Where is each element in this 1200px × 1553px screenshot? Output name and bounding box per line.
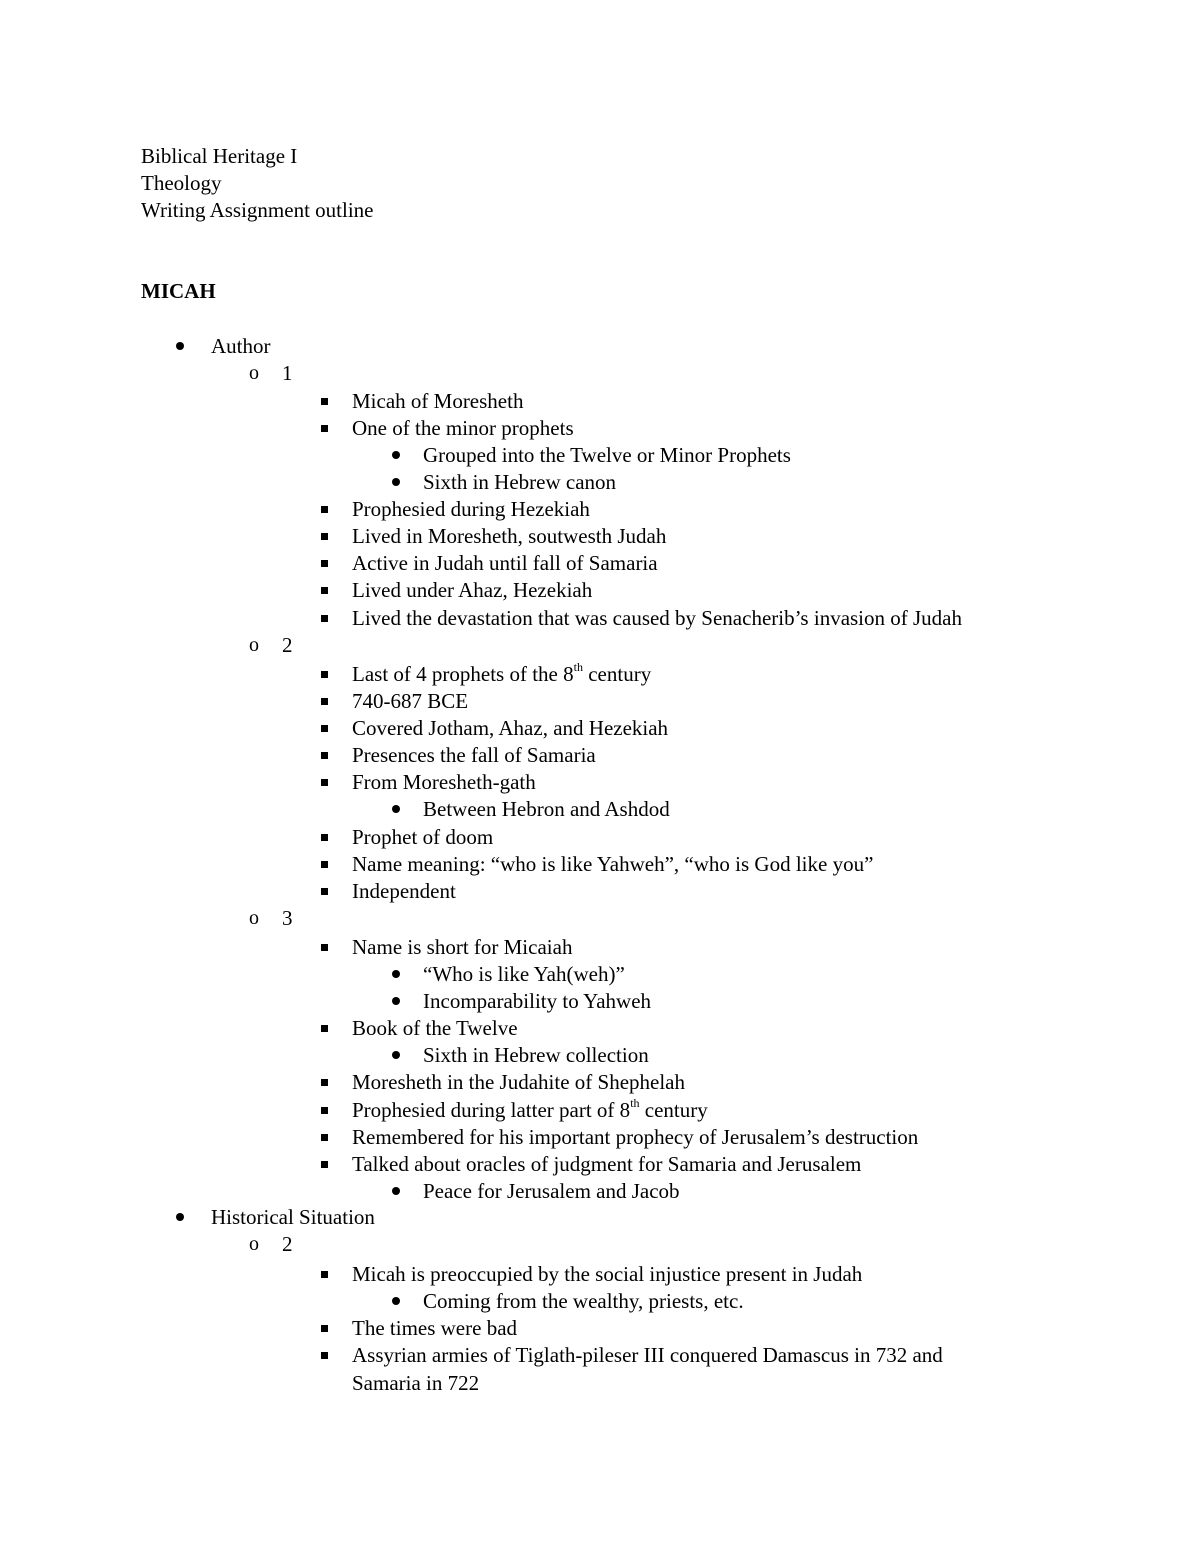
bullet-square-icon (316, 551, 332, 575)
bullet-square-icon (316, 1125, 332, 1149)
bullet-square-icon (316, 935, 332, 959)
bullet-square-icon-mark (321, 533, 328, 540)
bullet-dot-icon-mark (176, 342, 184, 350)
outline-item-level-3 (352, 1343, 943, 1367)
outline-item-level-4 (423, 470, 616, 494)
outline-item-text: Moresheth in the Judahite of Shephelah (352, 1070, 686, 1094)
header-subject: Theology (141, 171, 222, 195)
outline-item-level-3 (352, 1152, 861, 1176)
bullet-dot-icon-mark (176, 1213, 184, 1221)
bullet-square-icon (316, 1316, 332, 1340)
bullet-square-icon-mark (321, 1271, 328, 1278)
outline-item-level-3 (352, 524, 666, 548)
outline-item-level-3 (352, 389, 523, 413)
outline-item-text: Independent (352, 879, 456, 903)
bullet-circle-icon-mark: o (249, 907, 259, 929)
bullet-square-icon (316, 662, 332, 686)
outline-item-level-3 (352, 1371, 479, 1395)
bullet-square-icon-mark (321, 398, 328, 405)
outline-item-level-3 (352, 825, 493, 849)
outline-item-text: Talked about oracles of judgment for Samaria and Jerusalem (352, 1152, 862, 1176)
bullet-square-icon-mark (321, 1161, 328, 1168)
outline-item-text: Micah of Moresheth (352, 389, 524, 413)
outline-item-level-3 (352, 1316, 517, 1340)
outline-item-text: The times were bad (352, 1316, 518, 1340)
bullet-dot-icon-mark (392, 997, 400, 1005)
bullet-square-icon (316, 1070, 332, 1094)
outline-item-text: Active in Judah until fall of Samaria (352, 551, 658, 575)
bullet-square-icon (316, 1016, 332, 1040)
bullet-square-icon (316, 852, 332, 876)
outline-item-text: 2 (282, 633, 293, 657)
bullet-dot-icon (388, 1179, 404, 1203)
outline-item-text: Assyrian armies of Tiglath-pileser III conquered Damascus in 732 and (352, 1343, 943, 1367)
bullet-square-icon-mark (321, 779, 328, 786)
bullet-dot-icon (172, 334, 188, 358)
bullet-dot-icon-mark (392, 1187, 400, 1195)
bullet-square-icon-mark (321, 1134, 328, 1141)
outline-item-text: 1 (282, 361, 293, 385)
outline-item-level-1 (211, 334, 271, 358)
bullet-square-icon-mark (321, 861, 328, 868)
outline-item-level-3 (352, 935, 572, 959)
superscript: th (630, 1096, 640, 1110)
bullet-dot-icon-mark (392, 478, 400, 486)
bullet-dot-icon (388, 1043, 404, 1067)
outline-item-level-4 (423, 797, 670, 821)
outline-item-text: 3 (282, 906, 293, 930)
bullet-square-icon-mark (321, 834, 328, 841)
outline-item-text: Book of the Twelve (352, 1016, 518, 1040)
bullet-square-icon (316, 689, 332, 713)
outline-item-level-3 (352, 852, 873, 876)
outline-item-text: Remembered for his important prophecy of Jerusalem’s destruction (352, 1125, 919, 1149)
bullet-square-icon (316, 497, 332, 521)
outline-item-level-3 (352, 416, 574, 440)
outline-item-text: Sixth in Hebrew collection (423, 1043, 649, 1067)
bullet-square-icon-mark (321, 1107, 328, 1114)
bullet-dot-icon (388, 989, 404, 1013)
outline-item-text: Coming from the wealthy, priests, etc. (423, 1289, 744, 1313)
outline-item-text-after: century (582, 662, 652, 686)
outline-item-level-3 (352, 1125, 918, 1149)
bullet-circle-icon (246, 361, 262, 385)
bullet-dot-icon (388, 470, 404, 494)
outline-item-text: Incomparability to Yahweh (423, 989, 652, 1013)
outline-item-text: Grouped into the Twelve or Minor Prophets (423, 443, 791, 467)
bullet-square-icon (316, 1343, 332, 1367)
outline-item-level-3 (352, 606, 962, 630)
outline-item-level-3 (352, 1016, 518, 1040)
bullet-square-icon (316, 606, 332, 630)
outline-item-level-3 (352, 770, 536, 794)
bullet-square-icon-mark (321, 1079, 328, 1086)
bullet-dot-icon-mark (392, 970, 400, 978)
bullet-square-icon (316, 416, 332, 440)
bullet-square-icon-mark (321, 944, 328, 951)
outline-item-level-2 (282, 1232, 293, 1256)
bullet-square-icon-mark (321, 506, 328, 513)
outline-item-level-1 (211, 1205, 375, 1229)
outline-item-level-4 (423, 1179, 680, 1203)
bullet-square-icon-mark (321, 698, 328, 705)
outline-item-text: Author (211, 334, 271, 358)
bullet-square-icon (316, 1262, 332, 1286)
outline-item-text: Between Hebron and Ashdod (423, 797, 670, 821)
bullet-square-icon (316, 825, 332, 849)
outline-item-level-2 (282, 633, 293, 657)
outline-item-level-4 (423, 962, 625, 986)
outline-item-level-3 (352, 578, 592, 602)
bullet-square-icon (316, 743, 332, 767)
bullet-square-icon (316, 879, 332, 903)
outline-item-text: Name is short for Micaiah (352, 935, 573, 959)
outline-item-level-3 (352, 1098, 708, 1122)
outline-item-text: 740-687 BCE (352, 689, 469, 713)
bullet-dot-icon (388, 1289, 404, 1313)
outline-item-text: Covered Jotham, Ahaz, and Hezekiah (352, 716, 669, 740)
outline-item-text: Prophesied during latter part of 8 (352, 1098, 631, 1122)
bullet-circle-icon (246, 1232, 262, 1256)
outline-item-text: Prophet of doom (352, 825, 494, 849)
bullet-square-icon-mark (321, 560, 328, 567)
bullet-square-icon (316, 578, 332, 602)
outline-item-level-3 (352, 551, 658, 575)
outline-item-level-2 (282, 361, 293, 385)
bullet-dot-icon (388, 797, 404, 821)
outline-item-text: One of the minor prophets (352, 416, 574, 440)
bullet-dot-icon-mark (392, 1297, 400, 1305)
bullet-square-icon-mark (321, 1325, 328, 1332)
bullet-circle-icon-mark: o (249, 634, 259, 656)
bullet-dot-icon (388, 443, 404, 467)
bullet-square-icon (316, 770, 332, 794)
outline-item-text: Lived the devastation that was caused by Senacherib’s invasion of Judah (352, 606, 963, 630)
bullet-square-icon-mark (321, 752, 328, 759)
bullet-circle-icon (246, 633, 262, 657)
bullet-square-icon-mark (321, 725, 328, 732)
outline-item-text: From Moresheth-gath (352, 770, 536, 794)
outline-item-text: Lived in Moresheth, soutwesth Judah (352, 524, 667, 548)
bullet-square-icon-mark (321, 615, 328, 622)
header-assignment: Writing Assignment outline (141, 198, 374, 222)
outline-item-text: Lived under Ahaz, Hezekiah (352, 578, 593, 602)
outline-item-level-2 (282, 906, 293, 930)
bullet-square-icon (316, 1152, 332, 1176)
outline-item-text: 2 (282, 1232, 293, 1256)
outline-item-level-3 (352, 1262, 862, 1286)
bullet-square-icon-mark (321, 587, 328, 594)
outline-item-level-4 (423, 443, 791, 467)
outline-item-level-4 (423, 1043, 649, 1067)
outline-item-text: Micah is preoccupied by the social injustice present in Judah (352, 1262, 863, 1286)
outline-item-text-after: century (639, 1098, 708, 1122)
bullet-dot-icon-mark (392, 805, 400, 813)
outline-item-level-3 (352, 1070, 685, 1094)
outline-item-text: Samaria in 722 (352, 1371, 480, 1395)
outline-item-text: Last of 4 prophets of the 8 (352, 662, 574, 686)
outline-item-text: Sixth in Hebrew canon (423, 470, 617, 494)
bullet-square-icon (316, 1098, 332, 1122)
bullet-circle-icon-mark: o (249, 1233, 259, 1255)
bullet-square-icon-mark (321, 671, 328, 678)
bullet-square-icon-mark (321, 1025, 328, 1032)
bullet-square-icon (316, 524, 332, 548)
outline-item-level-4 (423, 989, 651, 1013)
document-title: MICAH (141, 279, 216, 303)
outline-item-text: Presences the fall of Samaria (352, 743, 596, 767)
bullet-circle-icon-mark: o (249, 362, 259, 384)
outline-item-level-3 (352, 716, 668, 740)
bullet-circle-icon (246, 906, 262, 930)
outline-item-text: Peace for Jerusalem and Jacob (423, 1179, 680, 1203)
bullet-dot-icon (388, 962, 404, 986)
header-course: Biblical Heritage I (141, 144, 298, 168)
bullet-square-icon (316, 389, 332, 413)
bullet-square-icon-mark (321, 888, 328, 895)
outline-item-level-4 (423, 1289, 744, 1313)
bullet-square-icon-mark (321, 425, 328, 432)
outline-item-text: Prophesied during Hezekiah (352, 497, 590, 521)
outline-item-level-3 (352, 743, 596, 767)
bullet-dot-icon (172, 1205, 188, 1229)
outline-item-level-3 (352, 879, 456, 903)
bullet-dot-icon-mark (392, 1051, 400, 1059)
bullet-dot-icon-mark (392, 451, 400, 459)
bullet-square-icon (316, 716, 332, 740)
outline-item-level-3 (352, 662, 651, 686)
outline-item-text: “Who is like Yah(weh)” (423, 962, 625, 986)
outline-item-level-3 (352, 497, 590, 521)
outline-item-level-3 (352, 689, 468, 713)
bullet-square-icon-mark (321, 1352, 328, 1359)
superscript: th (573, 660, 583, 674)
outline-item-text: Name meaning: “who is like Yahweh”, “who is God like you” (352, 852, 874, 876)
outline-item-text: Historical Situation (211, 1205, 375, 1229)
